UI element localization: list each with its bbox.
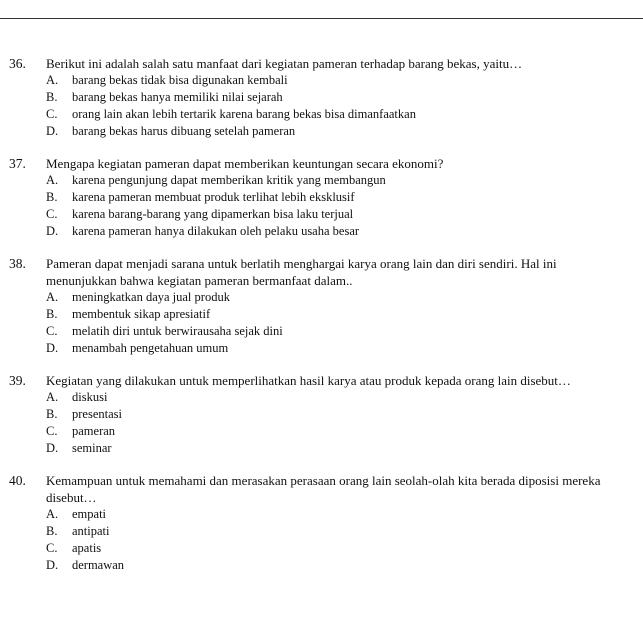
option-b [0, 189, 643, 206]
question-text: Pameran dapat menjadi sarana untuk berlatih menghargai karya orang lain dan diri sendiri. Hal ini menunjukkan bahwa kegiatan pameran bermanfaat dalam.. [46, 256, 557, 288]
question-38 [0, 255, 643, 357]
option-letter: B. [46, 524, 58, 538]
option-text: dermawan [72, 558, 125, 572]
question-number: 38. [9, 256, 26, 271]
option-letter: B. [46, 407, 58, 421]
option-text: karena barang-barang yang dipamerkan bisa laku terjual [72, 207, 354, 221]
option-text: empati [72, 507, 107, 521]
option-a [0, 172, 643, 189]
question-39 [0, 372, 643, 457]
option-letter: C. [46, 424, 58, 438]
question-text: Berikut ini adalah salah satu manfaat dari kegiatan pameran terhadap barang bekas, yaitu… [46, 56, 523, 71]
option-a [0, 506, 643, 523]
option-c [0, 423, 643, 440]
option-letter: D. [46, 124, 59, 138]
option-letter: B. [46, 307, 58, 321]
question-text: Kegiatan yang dilakukan untuk memperlihatkan hasil karya atau produk kepada orang lain disebut… [46, 373, 571, 388]
option-c [0, 106, 643, 123]
option-letter: A. [46, 73, 59, 87]
option-text: orang lain akan lebih tertarik karena barang bekas bisa dimanfaatkan [72, 107, 416, 121]
option-d [0, 557, 643, 574]
option-text: menambah pengetahuan umum [72, 341, 229, 355]
option-letter: C. [46, 207, 58, 221]
option-text: apatis [72, 541, 102, 555]
option-b [0, 89, 643, 106]
option-text: barang bekas hanya memiliki nilai sejarah [72, 90, 283, 104]
option-letter: A. [46, 173, 59, 187]
option-d [0, 123, 643, 140]
option-text: diskusi [72, 390, 108, 404]
option-text: antipati [72, 524, 110, 538]
question-40 [0, 472, 643, 574]
option-text: membentuk sikap apresiatif [72, 307, 211, 321]
option-letter: D. [46, 441, 59, 455]
option-d [0, 440, 643, 457]
option-a [0, 289, 643, 306]
option-d [0, 223, 643, 240]
option-text: karena pameran membuat produk terlihat lebih eksklusif [72, 190, 355, 204]
option-text: meningkatkan daya jual produk [72, 290, 230, 304]
option-b [0, 406, 643, 423]
option-letter: B. [46, 90, 58, 104]
option-b [0, 523, 643, 540]
option-text: pameran [72, 424, 116, 438]
option-text: barang bekas tidak bisa digunakan kembali [72, 73, 288, 87]
question-37 [0, 155, 643, 240]
option-c [0, 540, 643, 557]
option-text: seminar [72, 441, 112, 455]
option-letter: D. [46, 341, 59, 355]
question-list [0, 55, 643, 589]
option-letter: D. [46, 224, 59, 238]
option-d [0, 340, 643, 357]
option-a [0, 72, 643, 89]
question-text: Kemampuan untuk memahami dan merasakan perasaan orang lain seolah-olah kita berada diposisi mereka disebut… [46, 473, 601, 505]
question-text: Mengapa kegiatan pameran dapat memberikan keuntungan secara ekonomi? [46, 156, 444, 171]
option-letter: A. [46, 290, 59, 304]
option-text: melatih diri untuk berwirausaha sejak dini [72, 324, 283, 338]
option-letter: D. [46, 558, 59, 572]
option-text: presentasi [72, 407, 122, 421]
option-text: barang bekas harus dibuang setelah pameran [72, 124, 296, 138]
option-letter: C. [46, 324, 58, 338]
option-b [0, 306, 643, 323]
option-letter: C. [46, 107, 58, 121]
question-number: 40. [9, 473, 26, 488]
option-letter: A. [46, 390, 59, 404]
option-letter: B. [46, 190, 58, 204]
question-number: 37. [9, 156, 26, 171]
question-number: 39. [9, 373, 26, 388]
option-letter: A. [46, 507, 59, 521]
question-number: 36. [9, 56, 26, 71]
question-36 [0, 55, 643, 140]
top-divider [0, 18, 643, 19]
option-text: karena pengunjung dapat memberikan kritik yang membangun [72, 173, 386, 187]
option-text: karena pameran hanya dilakukan oleh pelaku usaha besar [72, 224, 360, 238]
option-a [0, 389, 643, 406]
option-c [0, 206, 643, 223]
option-c [0, 323, 643, 340]
option-letter: C. [46, 541, 58, 555]
